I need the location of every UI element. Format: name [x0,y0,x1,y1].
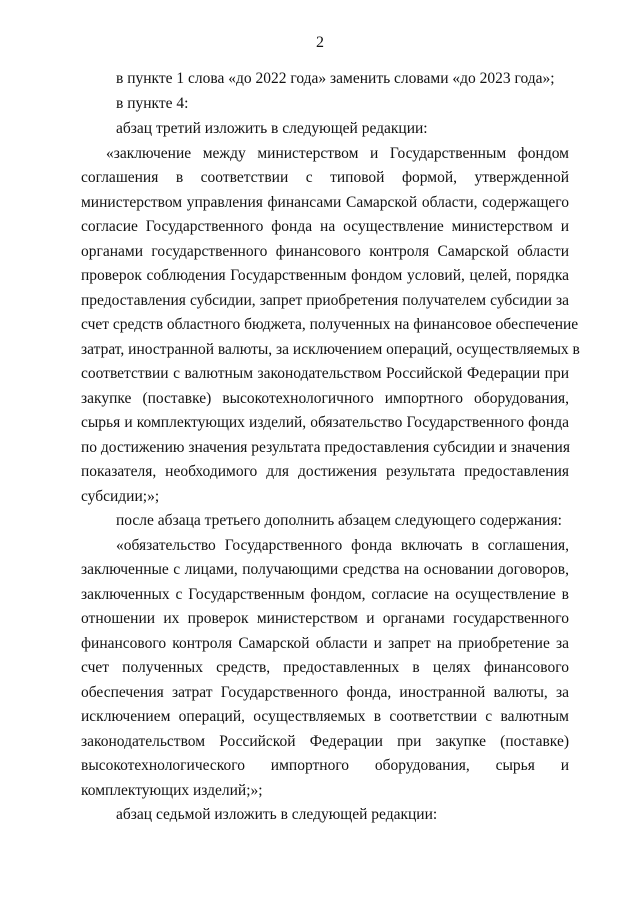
paragraph-line: «обязательство Государственного фонда включать в соглашения, [116,537,569,554]
paragraph-line: обеспечения затрат Государственного фонда, иностранной валюты, за [81,684,569,701]
paragraph-line: «заключение между министерством и Государственным фондом [106,145,569,162]
paragraph-line: исключением операций, осуществляемых в соответствии с валютным [81,708,569,725]
paragraph-line: после абзаца третьего дополнить абзацем следующего содержания: [116,512,562,529]
paragraph-line: закупке (поставке) высокотехнологичного импортного оборудования, [81,390,569,407]
paragraph-line: законодательством Российской Федерации при закупке (поставке) [81,733,569,750]
paragraph-line: в пункте 1 слова «до 2022 года» заменить словами «до 2023 года»; [116,70,555,87]
paragraph-line: комплектующих изделий;»; [81,782,263,799]
paragraph-line: заключенных с Государственным фондом, согласие на осуществление в [81,586,569,603]
paragraph-line: проверок соблюдения Государственным фондом условий, целей, порядка [81,267,569,284]
paragraph-line: счет средств областного бюджета, полученных на финансовое обеспечение [81,316,579,333]
paragraph-line: сырья и комплектующих изделий, обязательство Государственного фонда [81,414,569,431]
paragraph-line: предоставления субсидии, запрет приобретения получателем субсидии за [81,292,569,309]
paragraph-line: счет полученных средств, предоставленных в целях финансового [81,659,569,676]
paragraph-line: органами государственного финансового контроля Самарской области [81,243,569,260]
paragraph-line: заключенные с лицами, получающими средства на основании договоров, [81,561,569,578]
paragraph-line: в пункте 4: [116,95,189,112]
paragraph-line: финансового контроля Самарской области и запрет на приобретение за [81,635,569,652]
paragraph-line: по достижению значения результата предоставления субсидии и значения [81,439,570,456]
paragraph-line: согласие Государственного фонда на осуществление министерством и [81,218,569,235]
paragraph-line: соответствии с валютным законодательством Российской Федерации при [81,365,569,382]
paragraph-line: высокотехнологического импортного оборудования, сырья и [81,757,569,774]
page-number: 2 [316,34,324,51]
paragraph-line: показателя, необходимого для достижения результата предоставления [81,463,569,480]
paragraph-line: соглашения в соответствии с типовой формой, утвержденной [81,169,569,186]
paragraph-line: субсидии;»; [81,488,160,505]
paragraph-line: абзац седьмой изложить в следующей редакции: [116,806,438,823]
paragraph-line: абзац третий изложить в следующей редакции: [116,120,428,137]
paragraph-line: министерством управления финансами Самарской области, содержащего [81,194,569,211]
paragraph-line: затрат, иностранной валюты, за исключением операций, осуществляемых в [81,341,580,358]
paragraph-line: отношении их проверок министерством и органами государственного [81,610,569,627]
